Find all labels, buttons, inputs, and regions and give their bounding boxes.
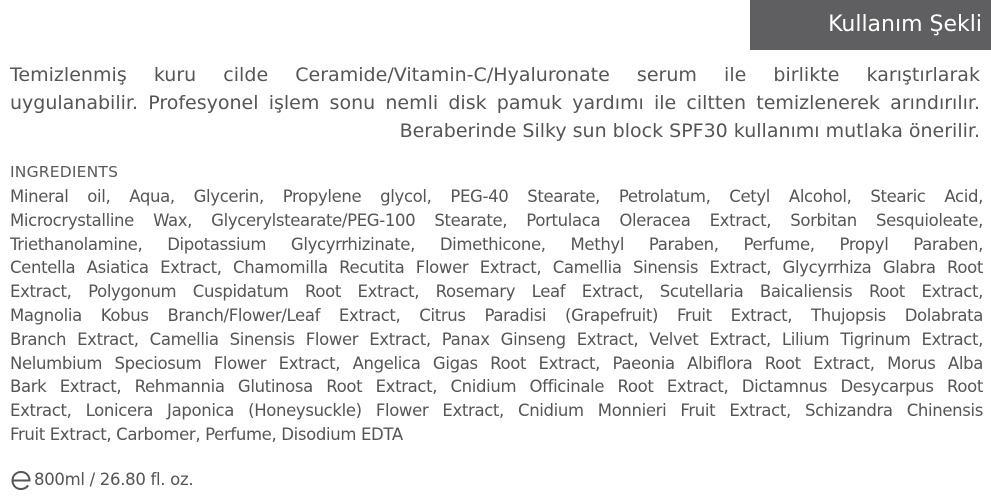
section-title: Kullanım Şekli	[828, 12, 982, 37]
volume-row	[10, 466, 193, 492]
usage-line: Temizlenmiş kuru cilde Ceramide/Vitamin-C/Hyaluronate serum ile birlikte karıştırlarak	[10, 64, 980, 86]
ingredients-line: Triethanolamine, Dipotassium Glycyrrhizinate, Dimethicone, Methyl Paraben, Perfume, Propyl Paraben,	[10, 234, 983, 254]
usage-instructions	[10, 61, 980, 145]
usage-line: Beraberinde Silky sun block SPF30 kullanımı mutlaka önerilir.	[399, 120, 980, 142]
ingredients-line: Fruit Extract, Carbomer, Perfume, Disodium EDTA	[10, 424, 403, 444]
ingredients-line: Magnolia Kobus Branch/Flower/Leaf Extract, Citrus Paradisi (Grapefruit) Fruit Extract, Thujopsis Dolabrata	[10, 305, 983, 325]
section-title-box	[750, 0, 991, 50]
ingredients-line: Extract, Polygonum Cuspidatum Root Extract, Rosemary Leaf Extract, Scutellaria Baicaliensis Root Extract,	[10, 282, 983, 302]
usage-line: uygulanabilir. Profesyonel işlem sonu nemli disk pamuk yardımı ile ciltten temizlenerek arındırılır.	[10, 92, 980, 114]
ingredients-line: Branch Extract, Camellia Sinensis Flower Extract, Panax Ginseng Extract, Velvet Extract, Lilium Tigrinum Extract,	[10, 329, 983, 349]
ingredients-heading: INGREDIENTS	[10, 163, 119, 181]
ingredients-line: Nelumbium Speciosum Flower Extract, Angelica Gigas Root Extract, Paeonia Albiflora Root Extract, Morus Alba	[10, 353, 983, 373]
ingredients-list	[10, 185, 983, 447]
estimated-sign-icon	[10, 467, 32, 491]
ingredients-line: Extract, Lonicera Japonica (Honeysuckle) Flower Extract, Cnidium Monnieri Fruit Extract, Schizandra Chinensis	[10, 401, 983, 421]
ingredients-line: Centella Asiatica Extract, Chamomilla Recutita Flower Extract, Camellia Sinensis Extract, Glycyrrhiza Glabra Root	[10, 258, 983, 278]
ingredients-line: Mineral oil, Aqua, Glycerin, Propylene glycol, PEG-40 Stearate, Petrolatum, Cetyl Alcohol, Stearic Acid,	[10, 187, 983, 206]
volume-text: 800ml / 26.80 fl. oz.	[34, 469, 194, 489]
ingredients-line: Bark Extract, Rehmannia Glutinosa Root Extract, Cnidium Officinale Root Extract, Dictamnus Desycarpus Root	[10, 377, 983, 397]
ingredients-line: Microcrystalline Wax, Glycerylstearate/PEG-100 Stearate, Portulaca Oleracea Extract, Sorbitan Sesquioleate,	[10, 210, 983, 230]
